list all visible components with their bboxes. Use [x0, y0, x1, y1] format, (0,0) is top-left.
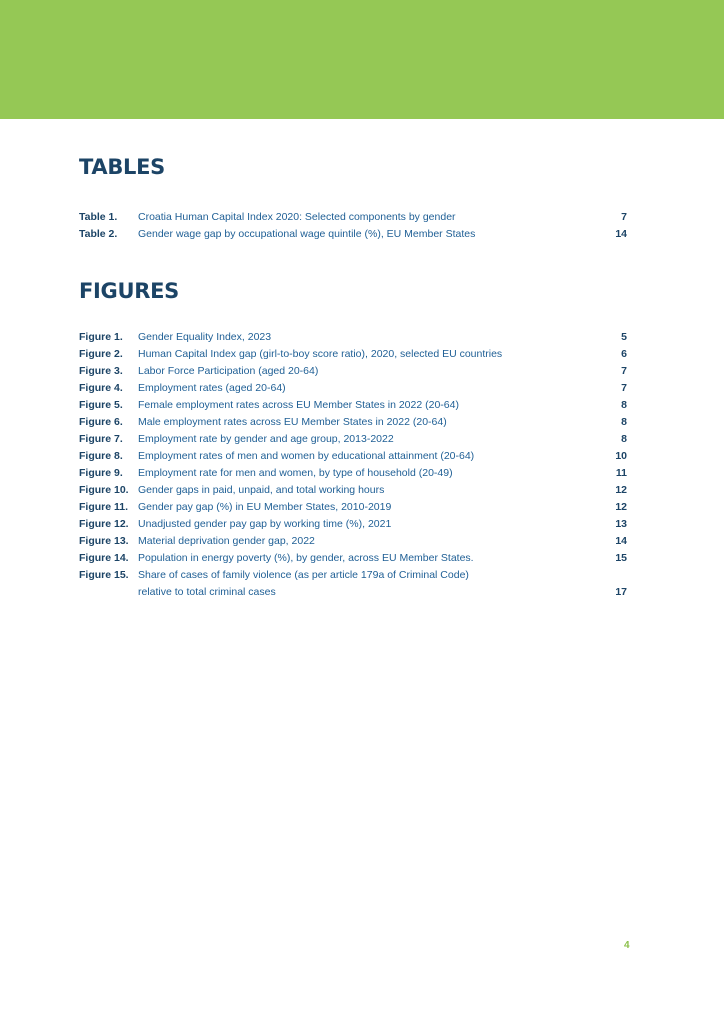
toc-entry-title: Employment rates of men and women by educational attainment (20-64): [138, 450, 475, 462]
toc-entry-page: 12: [615, 501, 627, 513]
toc-entry-figure-4[interactable]: [79, 380, 627, 397]
toc-entry-label: Figure 11.: [79, 501, 129, 513]
toc-entry-page: 8: [621, 433, 627, 445]
toc-entry-label: Figure 15.: [79, 569, 129, 581]
toc-entry-page: 7: [621, 211, 627, 223]
tables-list: [79, 209, 627, 243]
toc-entry-label: Figure 2.: [79, 348, 123, 360]
toc-entry-title: Gender wage gap by occupational wage quintile (%), EU Member States: [138, 228, 476, 240]
toc-entry-label: Figure 7.: [79, 433, 123, 445]
toc-entry-figure-2[interactable]: [79, 346, 627, 363]
toc-entry-title: Labor Force Participation (aged 20-64): [138, 365, 319, 377]
toc-entry-figure-14[interactable]: [79, 550, 627, 567]
toc-entry-title: Female employment rates across EU Member States in 2022 (20-64): [138, 399, 459, 411]
toc-entry-figure-15[interactable]: [79, 567, 627, 601]
toc-entry-table-1[interactable]: [79, 209, 627, 226]
toc-entry-title: Human Capital Index gap (girl-to-boy score ratio), 2020, selected EU countries: [138, 348, 503, 360]
toc-entry-label: Figure 5.: [79, 399, 123, 411]
toc-entry-page: 7: [621, 382, 627, 394]
toc-entry-page: 8: [621, 399, 627, 411]
toc-entry-label: Figure 10.: [79, 484, 129, 496]
toc-entry-page: 12: [615, 484, 627, 496]
toc-entry-table-2[interactable]: [79, 226, 627, 243]
toc-entry-page: 13: [615, 518, 627, 530]
toc-entry-title: Gender Equality Index, 2023: [138, 331, 272, 343]
toc-entry-label: Figure 9.: [79, 467, 123, 479]
toc-entry-label: Figure 14.: [79, 552, 129, 564]
toc-entry-title: Employment rate by gender and age group, 2013-2022: [138, 433, 394, 445]
toc-entry-title-line-1: Share of cases of family violence (as per article 179a of Criminal Code): [138, 569, 469, 581]
toc-entry-page: 11: [615, 467, 627, 479]
toc-entry-figure-1[interactable]: [79, 329, 627, 346]
toc-entry-label: Figure 4.: [79, 382, 123, 394]
toc-entry-figure-8[interactable]: [79, 448, 627, 465]
toc-entry-label: Table 1.: [79, 211, 118, 223]
toc-entry-label: Figure 12.: [79, 518, 129, 530]
toc-entry-title: Population in energy poverty (%), by gender, across EU Member States.: [138, 552, 474, 564]
toc-entry-label: Figure 13.: [79, 535, 129, 547]
toc-entry-figure-5[interactable]: [79, 397, 627, 414]
toc-entry-title: Gender gaps in paid, unpaid, and total working hours: [138, 484, 385, 496]
toc-entry-page: 5: [621, 331, 627, 343]
toc-entry-title: Employment rate for men and women, by type of household (20-49): [138, 467, 453, 479]
toc-entry-title: [138, 567, 597, 601]
toc-entry-title: Unadjusted gender pay gap by working time (%), 2021: [138, 518, 392, 530]
tables-heading: TABLES: [79, 155, 166, 179]
toc-entry-figure-12[interactable]: [79, 516, 627, 533]
toc-entry-label: Figure 3.: [79, 365, 123, 377]
toc-entry-figure-3[interactable]: [79, 363, 627, 380]
toc-entry-page: 7: [621, 365, 627, 377]
figures-list: [79, 329, 627, 601]
toc-entry-figure-6[interactable]: [79, 414, 627, 431]
toc-entry-figure-7[interactable]: [79, 431, 627, 448]
toc-entry-label: Table 2.: [79, 228, 118, 240]
toc-entry-page: 8: [621, 416, 627, 428]
toc-entry-figure-11[interactable]: [79, 499, 627, 516]
toc-entry-figure-9[interactable]: [79, 465, 627, 482]
toc-entry-title: Material deprivation gender gap, 2022: [138, 535, 315, 547]
toc-entry-label: Figure 1.: [79, 331, 123, 343]
toc-entry-page: 6: [621, 348, 627, 360]
toc-entry-figure-13[interactable]: [79, 533, 627, 550]
page-number: 4: [624, 940, 630, 951]
toc-entry-figure-10[interactable]: [79, 482, 627, 499]
toc-entry-title-line-2: relative to total criminal cases: [138, 586, 276, 598]
toc-entry-page: 14: [615, 228, 627, 240]
toc-entry-title: Employment rates (aged 20-64): [138, 382, 286, 394]
toc-entry-page: 10: [615, 450, 627, 462]
toc-entry-page: 17: [615, 586, 627, 598]
figures-heading: FIGURES: [79, 279, 179, 303]
toc-entry-title: Gender pay gap (%) in EU Member States, 2010-2019: [138, 501, 392, 513]
header-band: [0, 0, 724, 119]
toc-entry-page: 14: [615, 535, 627, 547]
toc-entry-title: Croatia Human Capital Index 2020: Selected components by gender: [138, 211, 456, 223]
toc-entry-label: Figure 8.: [79, 450, 123, 462]
toc-entry-title: Male employment rates across EU Member States in 2022 (20-64): [138, 416, 447, 428]
toc-entry-page: 15: [615, 552, 627, 564]
toc-entry-label: Figure 6.: [79, 416, 123, 428]
